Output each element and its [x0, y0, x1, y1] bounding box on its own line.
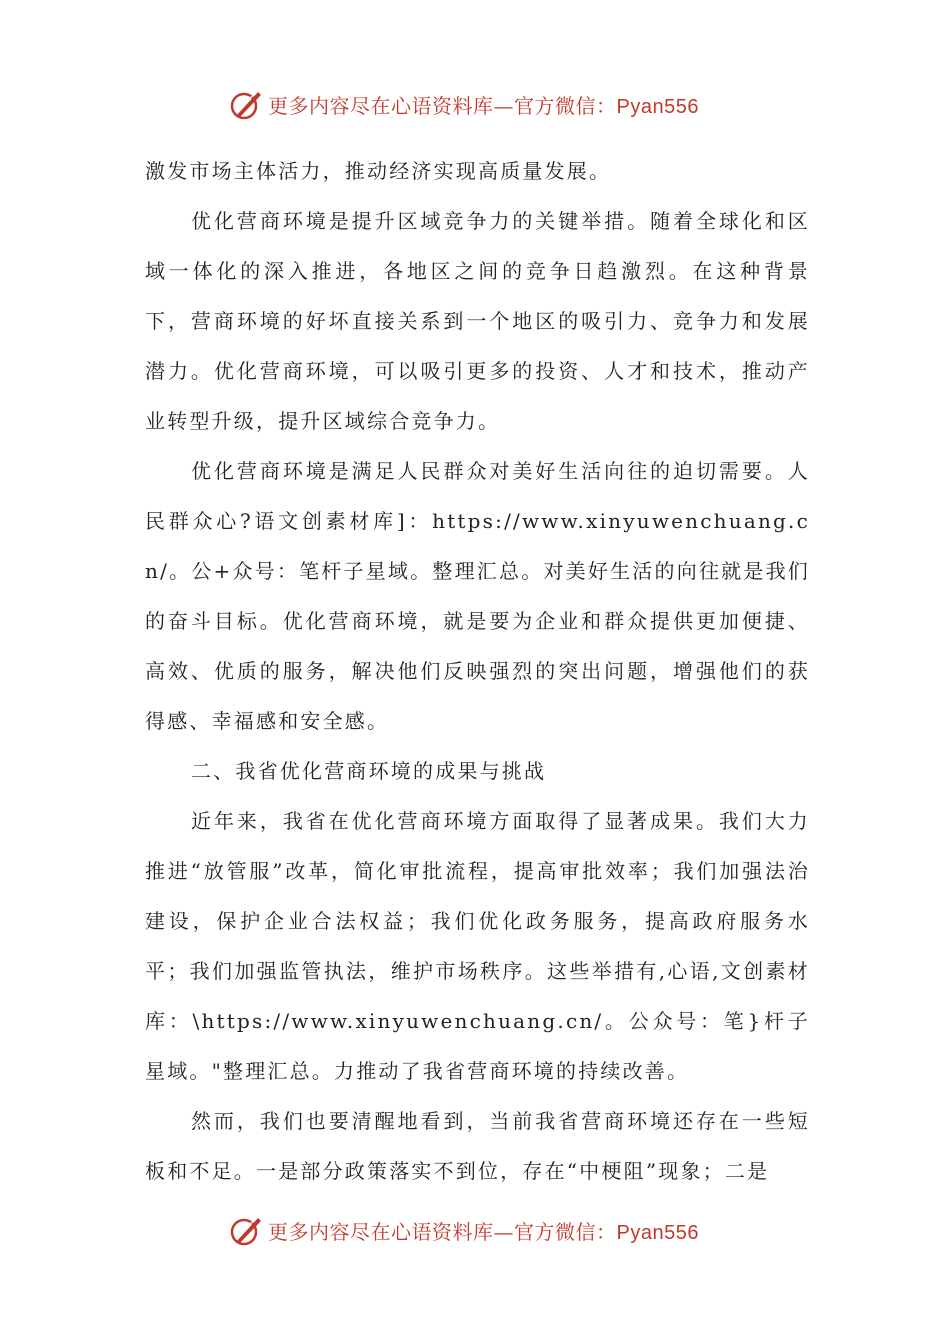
banner-text: 更多内容尽在心语资料库—官方微信：Pyan556 — [268, 1219, 699, 1244]
wechat-id: Pyan556 — [616, 1221, 699, 1244]
paragraph-5: 然而，我们也要清醒地看到，当前我省营商环境还存在一些短板和不足。一是部分政策落实不到位，存在“中梗阻”现象；二是 — [145, 1109, 810, 1183]
header-watermark-banner — [228, 84, 748, 124]
quill-logo-icon — [228, 86, 264, 122]
paragraph-4: 近年来，我省在优化营商环境方面取得了显著成果。我们大力推进“放管服”改革，简化审批流程，提高审批效率；我们加强法治建设，保护企业合法权益；我们优化政务服务，提高政府服务水平；我们加强监管执法，维护市场秩序。这些举措有,心语,文创素材库：\https://www.xinyuwenchuang.cn/。公众号：笔}杆子星域。"整理汇总。力推动了我省营商环境的持续改善。 — [145, 809, 810, 1083]
footer-watermark-banner — [228, 1210, 748, 1250]
wechat-id: Pyan556 — [616, 95, 699, 118]
quill-logo-icon — [228, 1212, 264, 1248]
section-heading: 二、我省优化营商环境的成果与挑战 — [191, 759, 547, 783]
banner-text: 更多内容尽在心语资料库—官方微信：Pyan556 — [268, 93, 699, 118]
paragraph-2: 优化营商环境是提升区域竞争力的关键举措。随着全球化和区域一体化的深入推进，各地区之间的竞争日趋激烈。在这种背景下，营商环境的好坏直接关系到一个地区的吸引力、竞争力和发展潜力。优化营商环境，可以吸引更多的投资、人才和技术，推动产业转型升级，提升区域综合竞争力。 — [145, 209, 810, 433]
paragraph-3: 优化营商环境是满足人民群众对美好生活向往的迫切需要。人民群众心?语文创素材库]：https://www.xinyuwenchuang.cn/。公+众号：笔杆子星域。整理汇总。对美好生活的向往就是我们的奋斗目标。优化营商环境，就是要为企业和群众提供更加便捷、高效、优质的服务，解决他们反映强烈的突出问题，增强他们的获得感、幸福感和安全感。 — [145, 459, 810, 733]
document-body — [145, 146, 810, 1196]
paragraph-1: 激发市场主体活力，推动经济实现高质量发展。 — [145, 159, 612, 183]
